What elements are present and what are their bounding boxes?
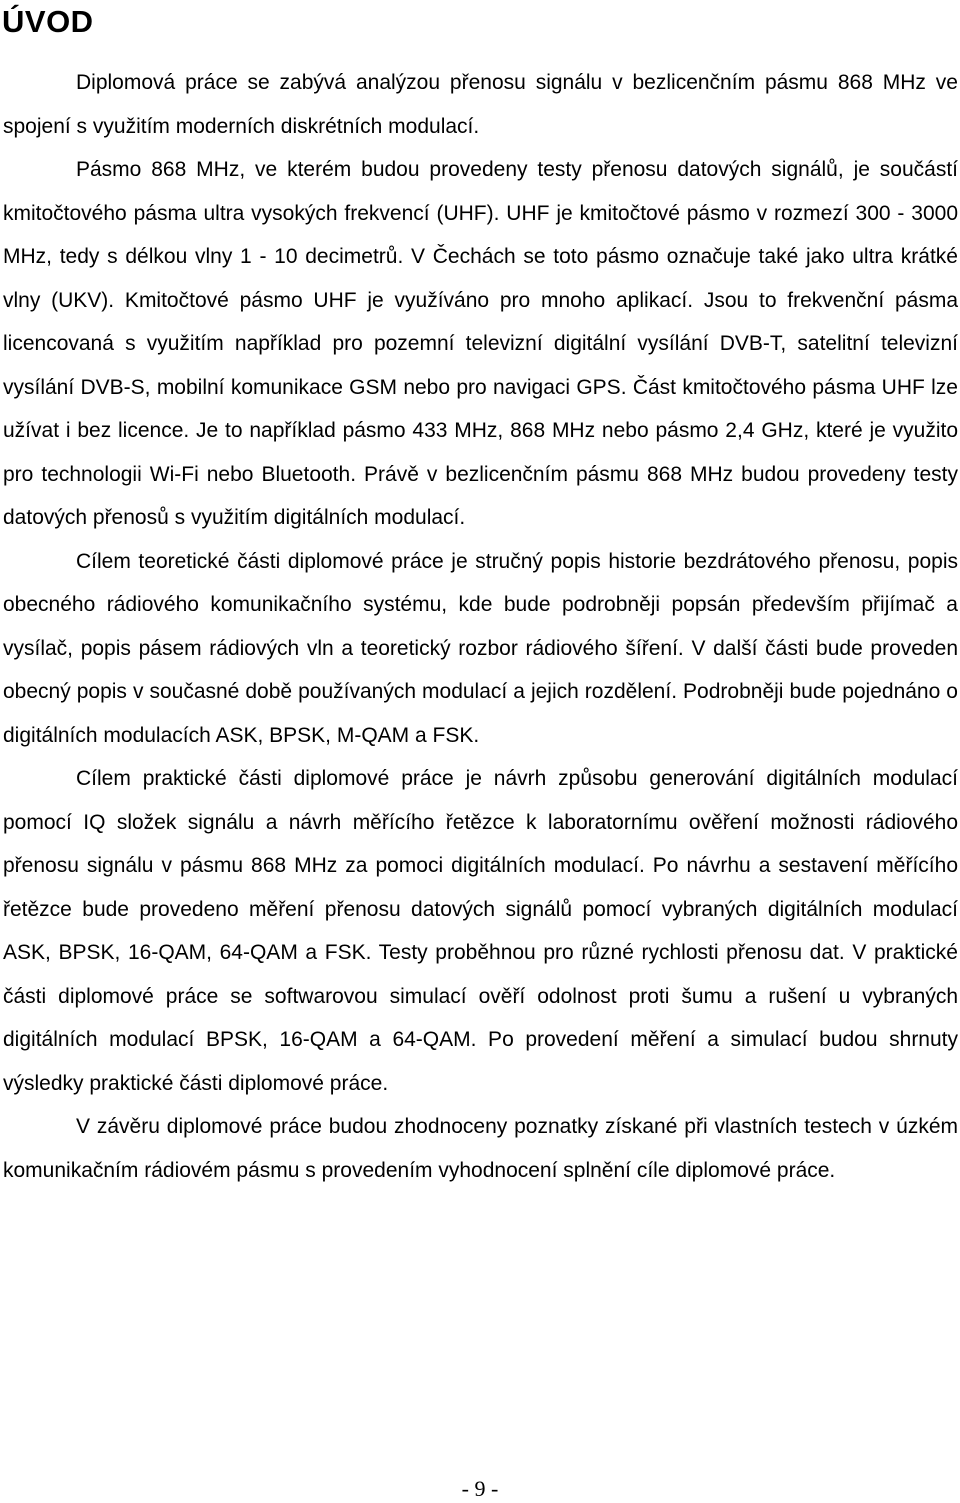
paragraph-uhf-band: Pásmo 868 MHz, ve kterém budou provedeny testy přenosu datových signálů, je součástí kmitočtového pásma ultra vysokých frekvencí (UHF). UHF je kmitočtové pásmo v rozmezí 300 - 3000 MHz, tedy s délkou vlny 1 - 10 decimetrů. V Čechách se toto pásmo označuje také jako ultra krátké vlny (UKV). Kmitočtové pásmo UHF je využíváno pro mnoho aplikací. Jsou to frekvenční pásma licencovaná s využitím například pro pozemní televizní digitální vysílání DVB-T, satelitní televizní vysílání DVB-S, mobilní komunikace GSM nebo pro navigaci GPS. Část kmitočtového pásma UHF lze užívat i bez licence. Je to například pásmo 433 MHz, 868 MHz nebo pásmo 2,4 GHz, které je využito pro technologii Wi-Fi nebo Bluetooth. Právě v bezlicenčním pásmu 868 MHz budou provedeny testy datových přenosů s využitím digitálních modulací.	[3, 158, 958, 529]
paragraph-theoretical-goal: Cílem teoretické části diplomové práce je stručný popis historie bezdrátového přenosu, popis obecného rádiového komunikačního systému, kde bude podrobněji popsán především přijímač a vysílač, popis pásem rádiových vln a teoretický rozbor rádiového šíření. V další části bude proveden obecný popis v současné době používaných modulací a jejich rozdělení. Podrobněji bude pojednáno o digitálních modulacích ASK, BPSK, M-QAM a FSK.	[3, 549, 958, 747]
paragraph-intro: Diplomová práce se zabývá analýzou přenosu signálu v bezlicenčním pásmu 868 MHz ve spojení s využitím moderních diskrétních modulací.	[3, 71, 958, 138]
paragraph-practical-goal: Cílem praktické části diplomové práce je návrh způsobu generování digitálních modulací pomocí IQ složek signálu a návrh měřícího řetězce k laboratornímu ověření možnosti rádiového přenosu signálu v pásmu 868 MHz za pomoci digitálních modulací. Po návrhu a sestavení měřícího řetězce bude provedeno měření přenosu datových signálů pomocí vybraných digitálních modulací ASK, BPSK, 16-QAM, 64-QAM a FSK. Testy proběhnou pro různé rychlosti přenosu dat. V praktické části diplomové práce se softwarovou simulací ověří odolnost proti šumu a rušení u vybraných digitálních modulací BPSK, 16-QAM a 64-QAM. Po provedení měření a simulací budou shrnuty výsledky praktické části diplomové práce.	[3, 767, 958, 1095]
page-number: - 9 -	[461, 1476, 499, 1501]
paragraph-conclusion: V závěru diplomové práce budou zhodnoceny poznatky získané při vlastních testech v úzkém komunikačním rádiovém pásmu s provedením vyhodnocení splnění cíle diplomové práce.	[3, 1115, 958, 1182]
section-heading: ÚVOD	[2, 4, 94, 39]
body-text	[3, 61, 958, 1192]
